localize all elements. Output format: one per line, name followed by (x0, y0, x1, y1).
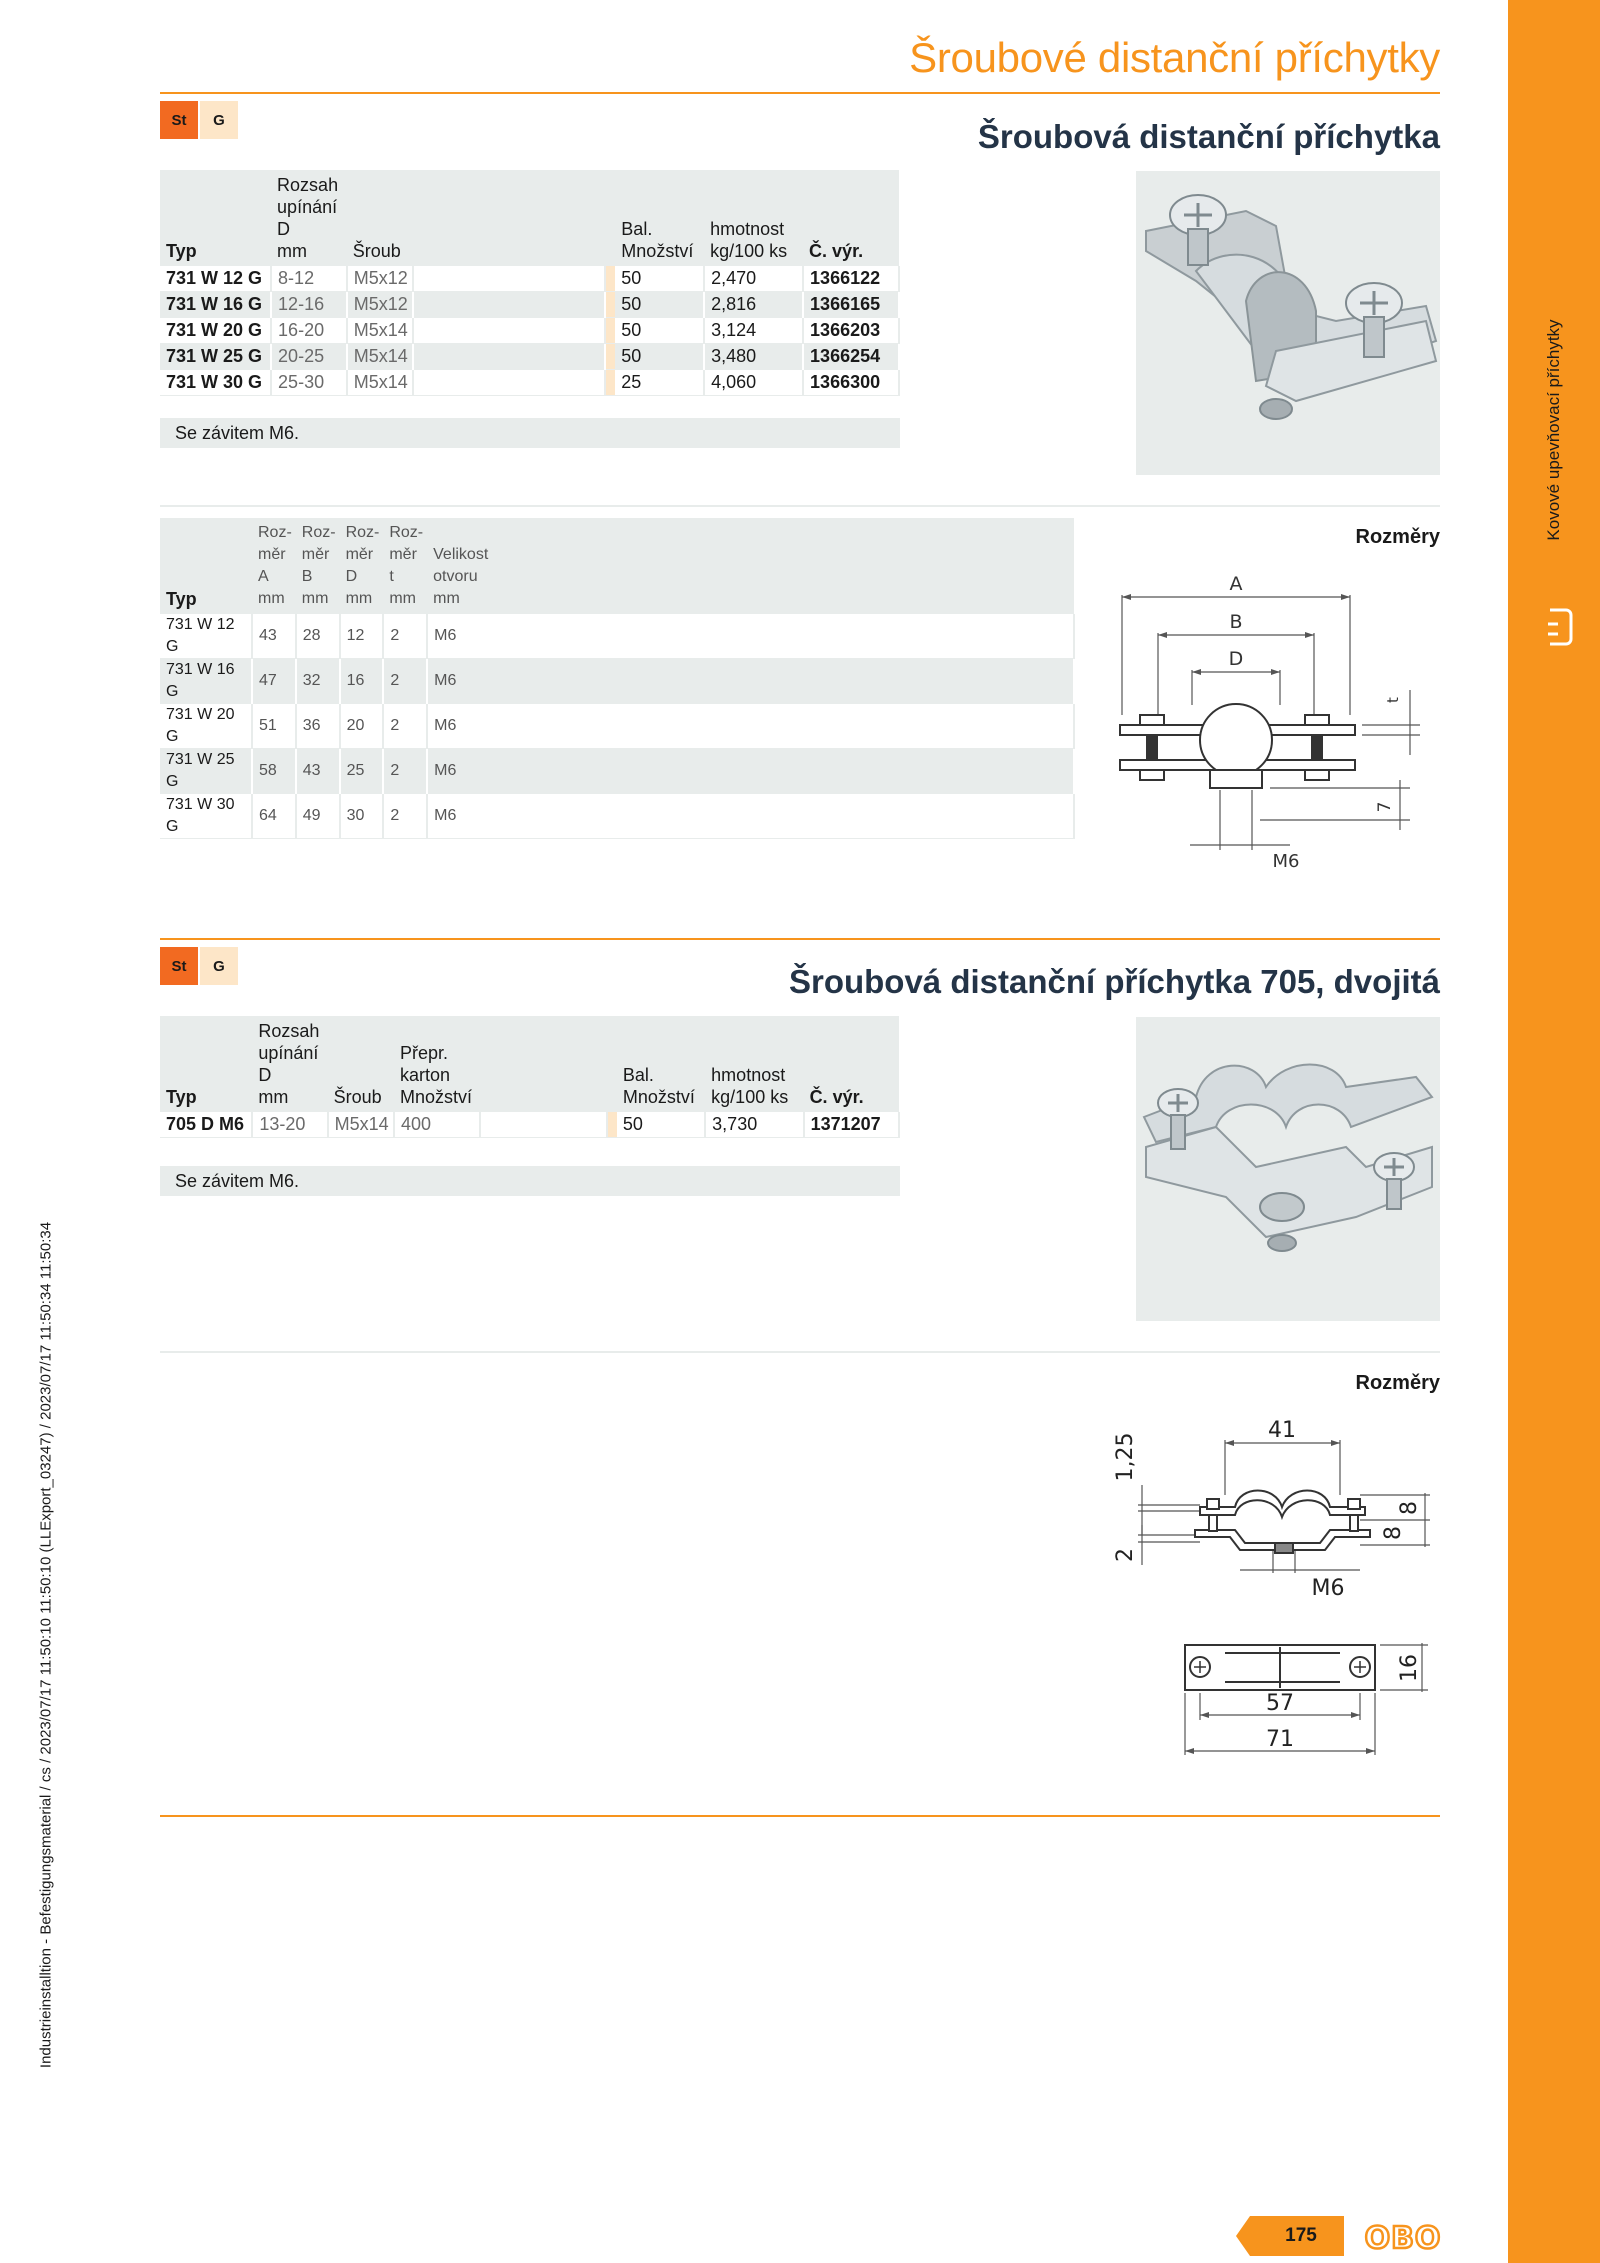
clip-product-illustration (1136, 171, 1440, 475)
col-sroub: Šroub (328, 1016, 394, 1112)
col-cvyr: Č. výr. (804, 1016, 899, 1112)
table-row: 731 W 16 G 47 32 16 2 M6 (160, 659, 1074, 704)
table-row: 705 D M6 13-20 M5x14 400 50 3,730 1371207 (160, 1112, 899, 1138)
col-karton: Přepr. karton Množství (394, 1016, 480, 1112)
sidebar-category-label: Kovové upevňovací příchytky (1544, 319, 1563, 541)
dim-7-label: 7 (1375, 801, 1395, 813)
dim-71-label: 71 (1266, 1727, 1294, 1752)
table-row: 731 W 30 G 64 49 30 2 M6 (160, 794, 1074, 839)
col-blank (480, 1016, 607, 1112)
table-row: 731 W 16 G 12-16 M5x12 50 2,816 1366165 (160, 292, 899, 318)
dim-125-label: 1,25 (1113, 1432, 1138, 1482)
dim-m6-label: M6 (1311, 1576, 1345, 1601)
clip-icon (1544, 604, 1574, 650)
col-typ: Typ (160, 1016, 252, 1112)
col-b: Roz- měr B mm (296, 518, 340, 614)
dim-57-label: 57 (1266, 1691, 1294, 1716)
material-badge-g: G (200, 947, 238, 985)
table-row: 731 W 12 G 8-12 M5x12 50 2,470 1366122 (160, 266, 899, 292)
top-view (1185, 1645, 1375, 1690)
col-rozsah: Rozsah upínání D mm (252, 1016, 327, 1112)
col-t: Roz- měr t mm (383, 518, 427, 614)
section1-dimensions-label: Rozměry (1355, 526, 1440, 548)
section1-dimension-drawing (1110, 565, 1450, 895)
dim-41-label: 41 (1268, 1418, 1296, 1443)
dim-m6-label: M6 (1272, 851, 1300, 872)
col-a: Roz- měr A mm (252, 518, 296, 614)
dim-a-label: A (1229, 573, 1243, 595)
material-badge-st: St (160, 101, 198, 139)
col-hmotnost: hmotnost kg/100 ks (704, 170, 803, 266)
section2-divider (160, 1351, 1440, 1353)
section1-note: Se závitem M6. (160, 418, 900, 448)
table-row: 731 W 20 G 16-20 M5x14 50 3,124 1366203 (160, 318, 899, 344)
section2-dimensions-label: Rozměry (1355, 1372, 1440, 1394)
table-row: 731 W 25 G 58 43 25 2 M6 (160, 749, 1074, 794)
col-sroub: Šroub (347, 170, 414, 266)
double-clip-product-illustration (1136, 1017, 1440, 1321)
dim-8b-label: 8 (1381, 1526, 1406, 1540)
col-typ: Typ (160, 518, 252, 614)
section1-product-table (160, 170, 900, 396)
dim-b-label: B (1229, 611, 1243, 633)
obo-logo-text: OBO (1364, 2221, 1442, 2254)
section1-dimensions-table (160, 518, 1075, 839)
col-d: Roz- měr D mm (340, 518, 384, 614)
material-badge-st: St (160, 947, 198, 985)
table-row: 731 W 25 G 20-25 M5x14 50 3,480 1366254 (160, 344, 899, 370)
table-row: 731 W 12 G 43 28 12 2 M6 (160, 614, 1074, 659)
col-bal: Bal. Množství (617, 1016, 705, 1112)
export-metadata-text: Industrieinstalltion - Befestigungsmaterial / cs / 2023/07/17 11:50:10 11:50:10 (LLExport_03247) / 2023/07/17 11:50:34 11:50:34 (37, 1221, 55, 2069)
dim-2-label: 2 (1113, 1548, 1138, 1562)
col-blank (413, 170, 605, 266)
header-divider (160, 92, 1440, 94)
material-badge-g: G (200, 101, 238, 139)
section1-product-photo (1136, 171, 1440, 475)
page-title: Šroubové distanční příchytky (909, 34, 1440, 81)
col-bal: Bal. Množství (615, 170, 704, 266)
col-sep (605, 170, 615, 266)
page-number: 175 (1285, 2225, 1317, 2246)
section2-title: Šroubová distanční příchytka 705, dvojitá (788, 963, 1440, 1000)
section-end-divider (160, 1815, 1440, 1817)
col-typ: Typ (160, 170, 271, 266)
col-rozsah: Rozsah upínání D mm (271, 170, 347, 266)
section2-product-table (160, 1016, 900, 1138)
section1-divider (160, 505, 1440, 507)
dim-d-label: D (1228, 648, 1244, 670)
col-cvyr: Č. výr. (803, 170, 899, 266)
section2-product-photo (1136, 1017, 1440, 1321)
table-row: 731 W 30 G 25-30 M5x14 25 4,060 1366300 (160, 370, 899, 396)
section2-dimension-drawing (1110, 1415, 1440, 1765)
dim-8a-label: 8 (1397, 1501, 1422, 1515)
dim-16-label: 16 (1397, 1654, 1422, 1682)
col-otvor: Velikost otvoru mm (427, 518, 1074, 614)
section2-note: Se závitem M6. (160, 1166, 900, 1196)
section-divider (160, 938, 1440, 940)
col-sep (607, 1016, 617, 1112)
obo-logo (1364, 2220, 1442, 2254)
col-hmotnost: hmotnost kg/100 ks (705, 1016, 803, 1112)
section1-title: Šroubová distanční příchytka (977, 118, 1440, 155)
dim-t-label: t (1384, 697, 1402, 703)
table-row: 731 W 20 G 51 36 20 2 M6 (160, 704, 1074, 749)
